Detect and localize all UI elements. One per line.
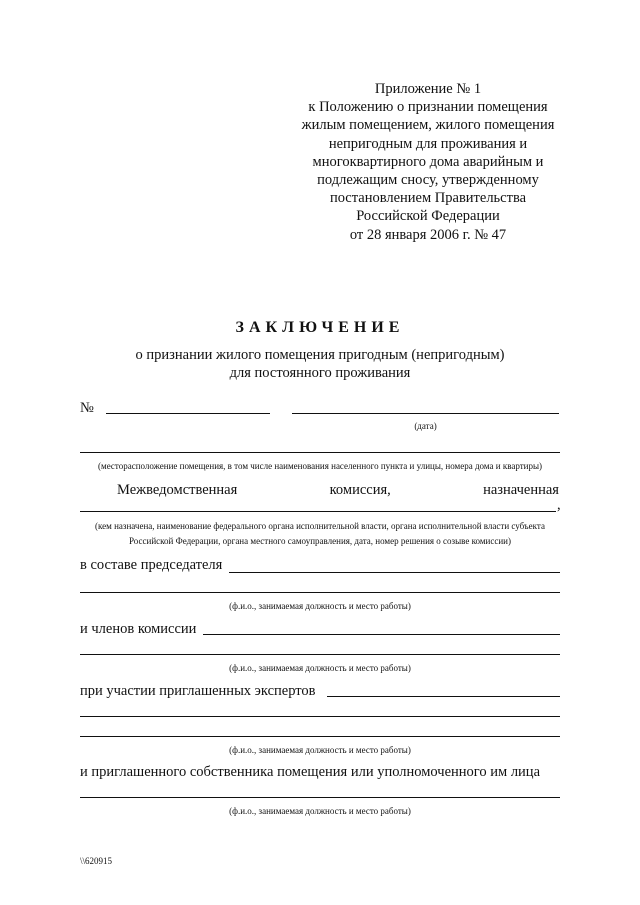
comma: , bbox=[557, 497, 561, 513]
owner-field[interactable] bbox=[80, 797, 560, 798]
subtitle-line-2: для постоянного проживания bbox=[229, 365, 411, 381]
experts-field[interactable] bbox=[327, 696, 560, 697]
appendix-line: подлежащим сносу, утвержденному bbox=[317, 172, 539, 189]
appendix-line: непригодным для проживания и bbox=[328, 135, 528, 152]
members-caption: (ф.и.о., занимаемая должность и место работы) bbox=[229, 663, 411, 673]
commission-word: Межведомственная bbox=[117, 482, 238, 498]
subtitle-line-1: о признании жилого помещения пригодным (непригодным) bbox=[135, 347, 505, 363]
members-field-continuation[interactable] bbox=[80, 654, 560, 655]
document-code: \\620915 bbox=[80, 856, 113, 866]
appendix-header bbox=[285, 80, 571, 244]
appendix-line: Российской Федерации bbox=[356, 208, 500, 225]
appendix-line: многоквартирного дома аварийным и bbox=[312, 153, 544, 170]
date-caption: (дата) bbox=[414, 421, 437, 431]
appendix-line: Приложение № 1 bbox=[374, 81, 482, 97]
appendix-line: от 28 января 2006 г. № 47 bbox=[349, 226, 507, 243]
members-field[interactable] bbox=[203, 634, 560, 635]
chairman-field[interactable] bbox=[229, 572, 560, 573]
appendix-line: постановлением Правительства bbox=[329, 190, 527, 207]
number-label: № bbox=[80, 400, 94, 416]
appointed-caption-line-2: Российской Федерации, органа местного самоуправления, дата, номер решения о созыве комиссии) bbox=[129, 536, 511, 546]
appointed-caption-line-1: (кем назначена, наименование федерального органа исполнительной власти, органа исполнительной власти субъекта bbox=[95, 521, 545, 531]
chairman-field-continuation[interactable] bbox=[80, 592, 560, 593]
members-label: и членов комиссии bbox=[80, 621, 197, 637]
location-caption: (месторасположение помещения, в том числе наименования населенного пункта и улицы, номера дома и квартиры) bbox=[98, 461, 542, 471]
appointed-by-field[interactable] bbox=[80, 511, 556, 512]
owner-caption: (ф.и.о., занимаемая должность и место работы) bbox=[229, 806, 411, 816]
chairman-caption: (ф.и.о., занимаемая должность и место работы) bbox=[229, 601, 411, 611]
location-field[interactable] bbox=[80, 452, 560, 453]
commission-word: комиссия, bbox=[329, 482, 391, 498]
document-subtitle bbox=[0, 346, 640, 382]
date-field[interactable] bbox=[292, 413, 559, 414]
owner-label: и приглашенного собственника помещения или уполномоченного им лица bbox=[80, 764, 541, 780]
document-title: ЗАКЛЮЧЕНИЕ bbox=[235, 319, 405, 336]
appendix-line: к Положению о признании помещения bbox=[308, 99, 548, 116]
experts-field-continuation-1[interactable] bbox=[80, 716, 560, 717]
experts-field-continuation-2[interactable] bbox=[80, 736, 560, 737]
commission-sentence bbox=[117, 482, 559, 499]
appendix-line: жилым помещением, жилого помещения bbox=[301, 117, 555, 134]
experts-label: при участии приглашенных экспертов bbox=[80, 683, 316, 699]
number-field[interactable] bbox=[106, 413, 270, 414]
chairman-label: в составе председателя bbox=[80, 557, 223, 573]
experts-caption: (ф.и.о., занимаемая должность и место работы) bbox=[229, 745, 411, 755]
commission-word: назначенная bbox=[483, 482, 559, 498]
